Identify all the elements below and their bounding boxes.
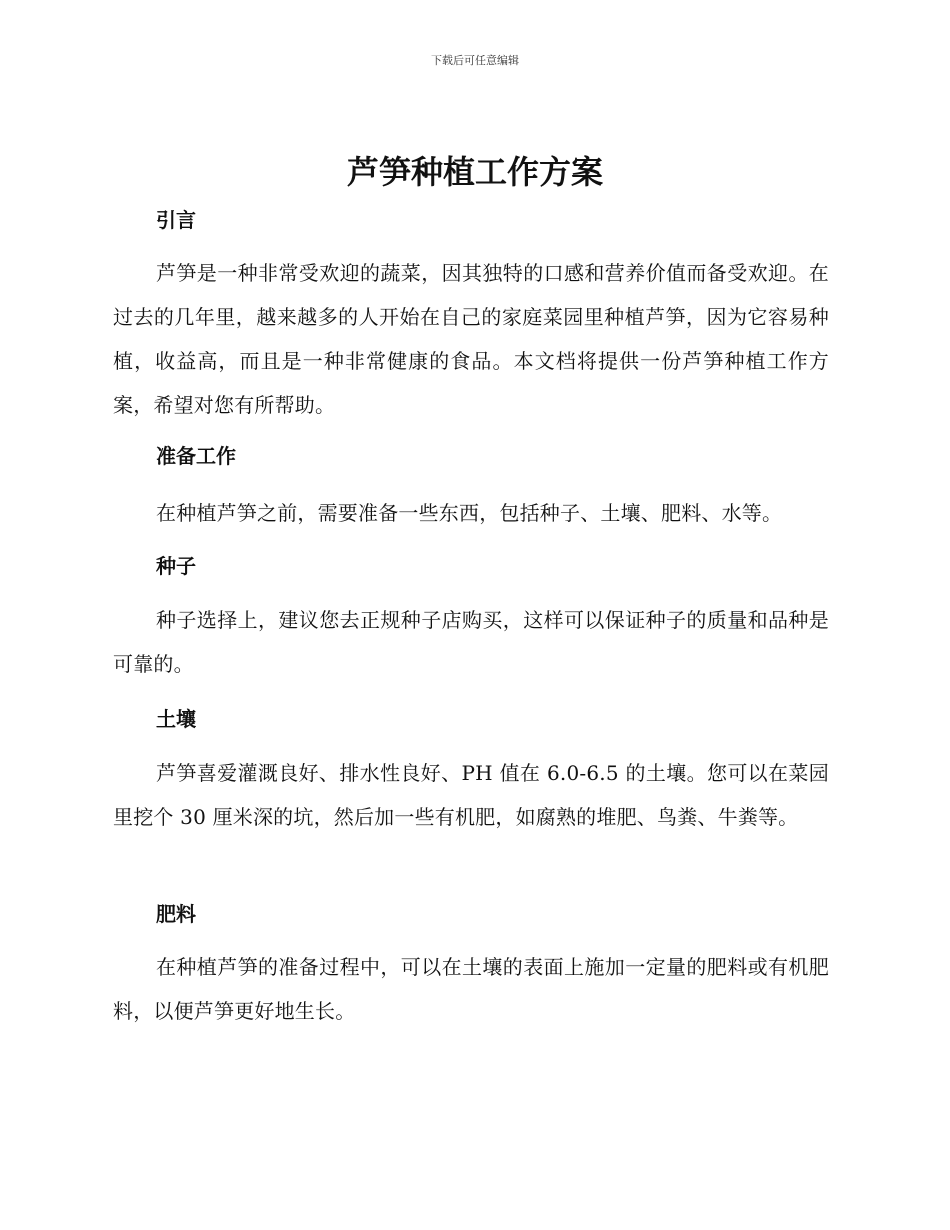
document-title: 芦笋种植工作方案 <box>346 153 603 191</box>
section-body-introduction: 芦笋是一种非常受欢迎的蔬菜，因其独特的口感和营养价值而备受欢迎。在过去的几年里，越来越多的人开始在自己的家庭菜园里种植芦笋，因为它容易种植，收益高，而且是一种非常健康的食品。本文档将提供一份芦笋种植工作方案，希望对您有所帮助。 <box>113 261 829 417</box>
section-body-seeds: 种子选择上，建议您去正规种子店购买，这样可以保证种子的质量和品种是可靠的。 <box>113 608 829 676</box>
page-header-note: 下载后可任意编辑 <box>431 54 519 67</box>
section-body-fertilizer: 在种植芦笋的准备过程中，可以在土壤的表面上施加一定量的肥料或有机肥料，以便芦笋更好地生长。 <box>113 955 829 1023</box>
section-heading-preparation: 准备工作 <box>156 444 236 468</box>
section-body-soil: 芦笋喜爱灌溉良好、排水性良好、PH 值在 6.0-6.5 的土壤。您可以在菜园里挖个 30 厘米深的坑，然后加一些有机肥，如腐熟的堆肥、鸟粪、牛粪等。 <box>113 761 829 829</box>
section-heading-introduction: 引言 <box>156 208 196 232</box>
section-heading-seeds: 种子 <box>156 554 196 578</box>
section-heading-fertilizer: 肥料 <box>156 902 196 926</box>
section-body-preparation: 在种植芦笋之前，需要准备一些东西，包括种子、土壤、肥料、水等。 <box>156 501 783 525</box>
section-heading-soil: 土壤 <box>156 707 196 731</box>
